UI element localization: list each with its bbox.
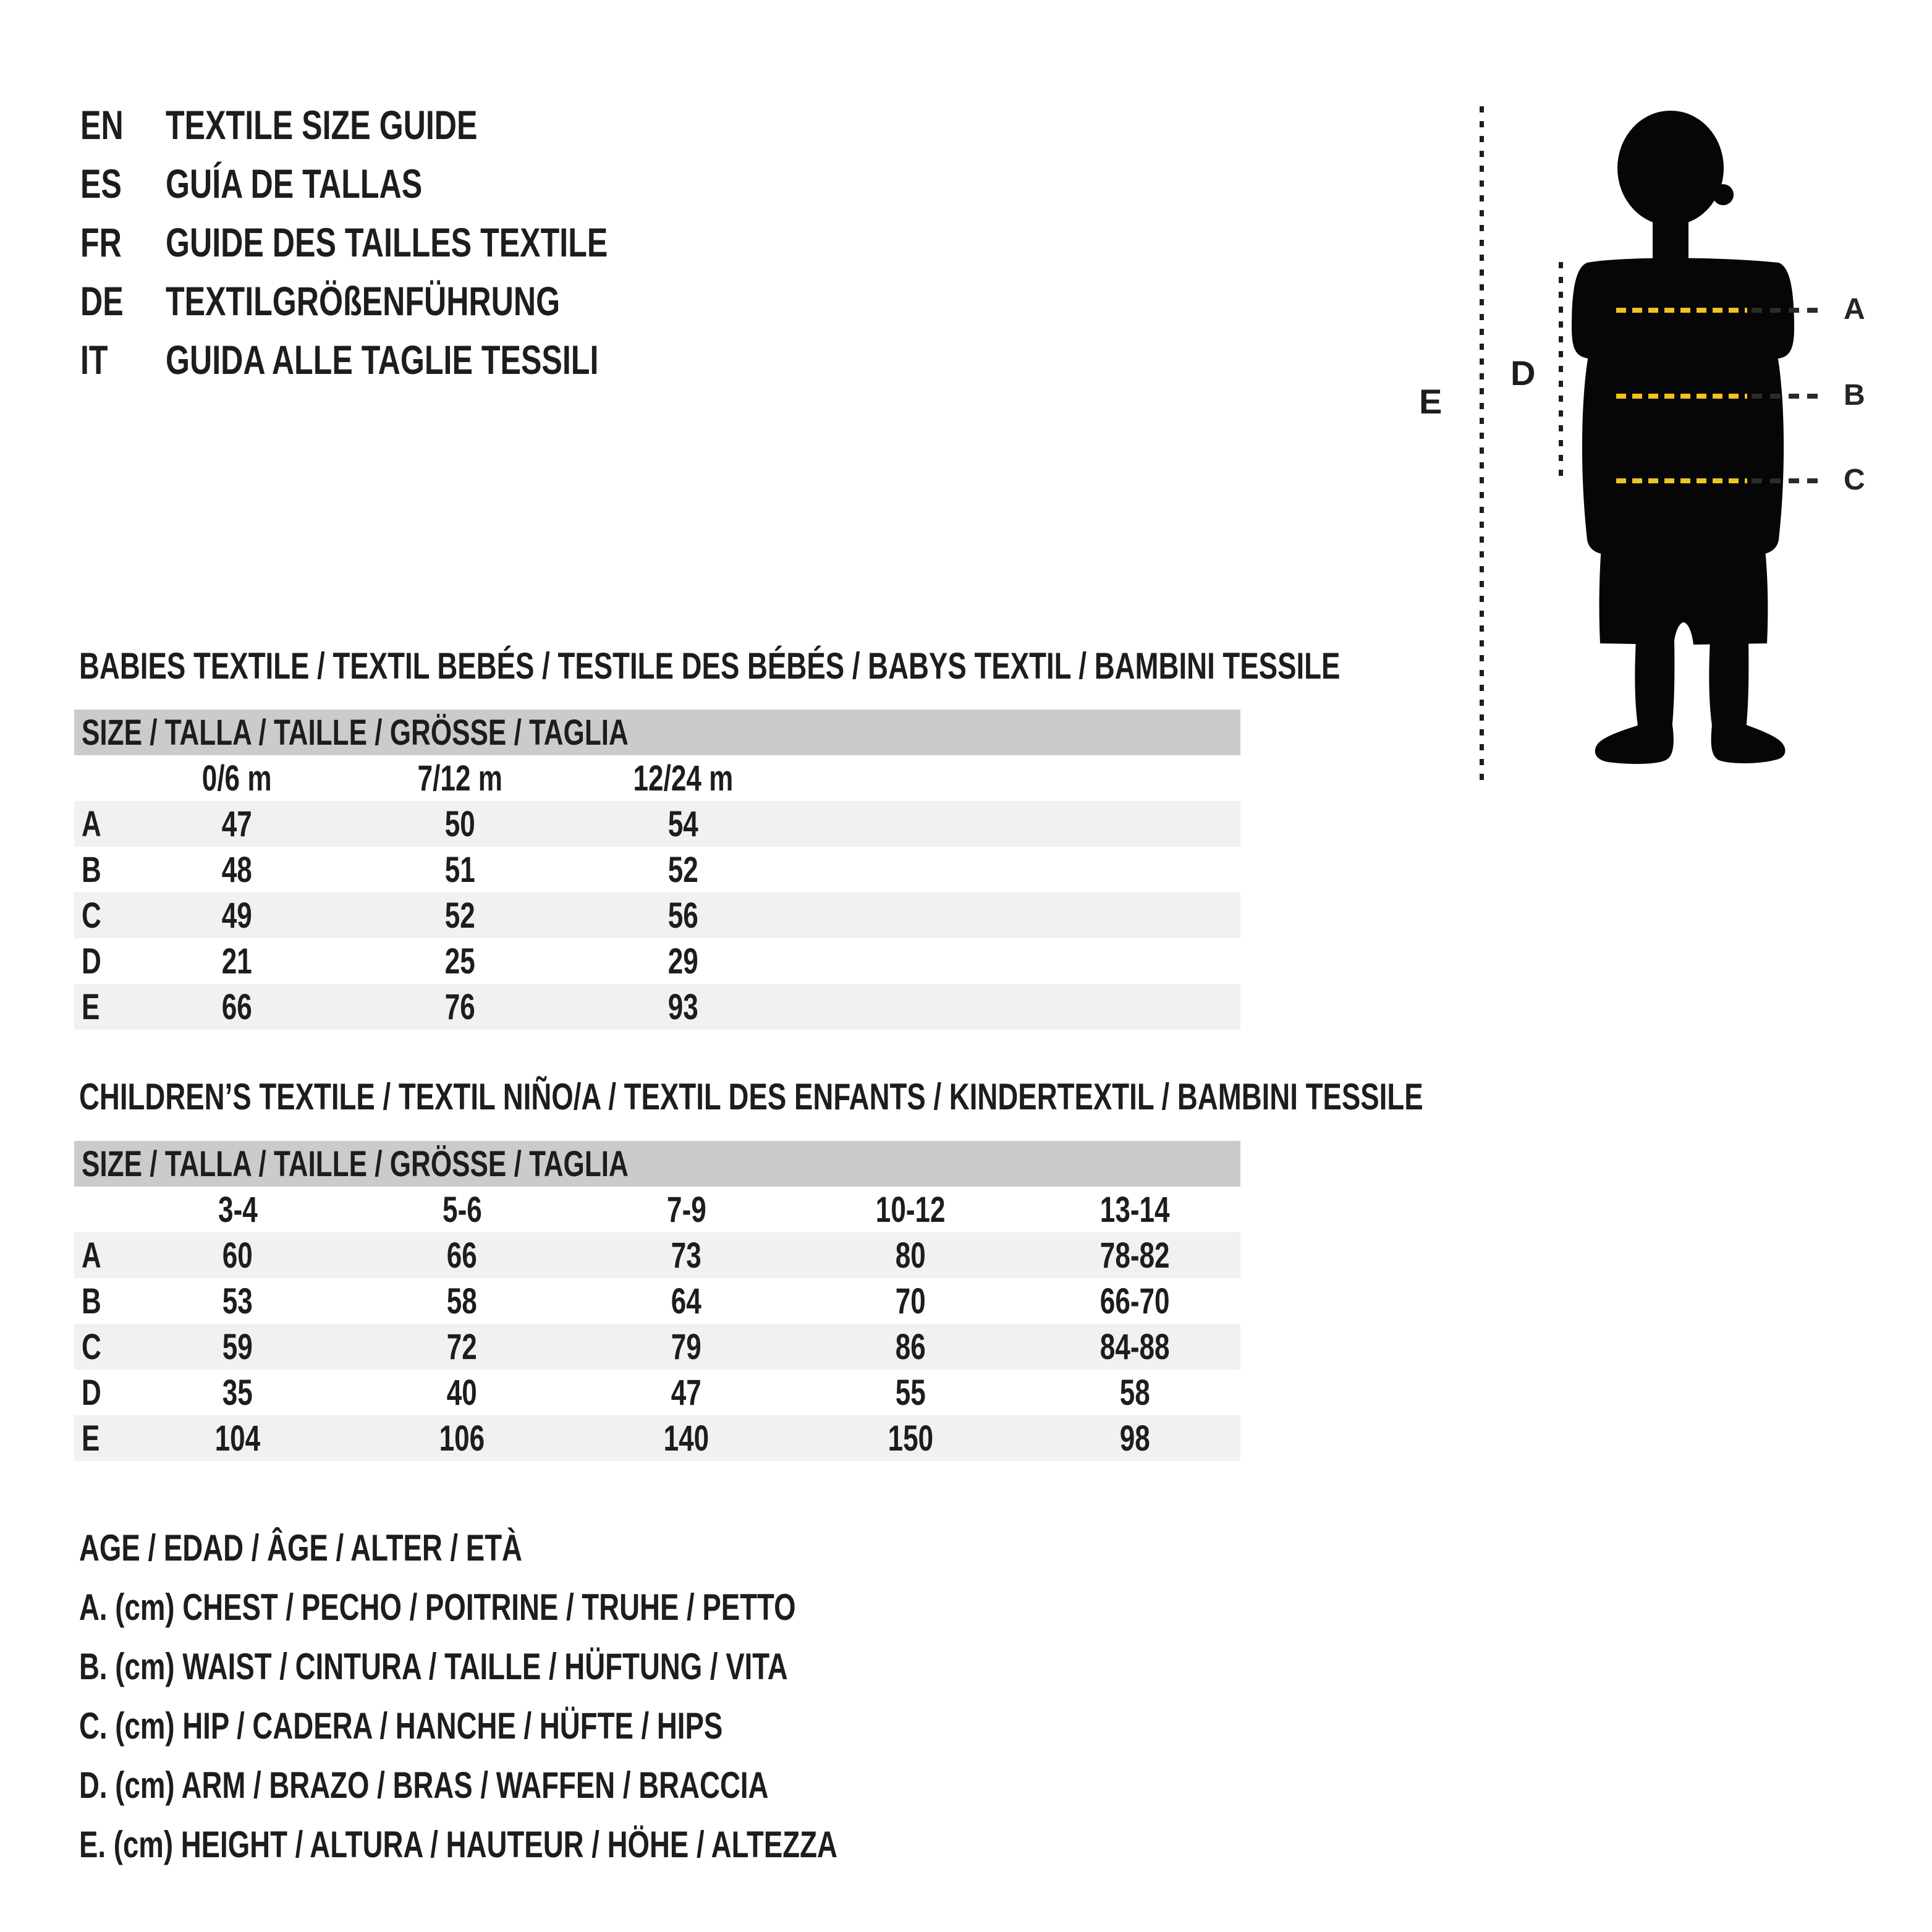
lang-row-de [80,271,747,330]
row-label: E [82,986,100,1027]
table-row [74,1370,1240,1415]
row-label: B [82,849,101,890]
column-header: 13-14 [1100,1189,1170,1230]
cell-value: 54 [667,803,699,844]
table-row [74,892,1240,938]
lang-title: GUIDA ALLE TAGLIE TESSILI [166,336,599,383]
table-row [74,847,1240,892]
column-header: 0/6 m [202,758,272,799]
cell-value: 21 [221,941,253,981]
cell-value: 84-88 [1100,1326,1170,1367]
lang-title: TEXTILE SIZE GUIDE [166,101,478,148]
column-header: 5-6 [442,1189,482,1230]
babies-heading-text: BABIES TEXTILE / TEXTIL BEBÉS / TESTILE DES BÉBÉS / BABYS TEXTIL / BAMBINI TESSILE [79,645,1341,687]
cell-value: 98 [1119,1418,1151,1459]
chest-dark-dashes [1752,308,1821,313]
cell-value: 47 [221,803,253,844]
row-label: D [82,1372,101,1413]
column-header: 10-12 [876,1189,946,1230]
cell-value: 66 [446,1235,478,1276]
lang-title: GUÍA DE TALLAS [166,160,423,206]
cell-value: 29 [667,941,699,981]
lang-row-fr [80,213,747,271]
chest-measure-line [1616,293,1876,326]
children-section-heading [79,1074,1847,1119]
babies-section-heading [79,643,1739,688]
children-size-table [74,1141,1240,1461]
cell-value: 47 [671,1372,702,1413]
babies-size-table [74,710,1240,1030]
lang-row-es [80,154,747,213]
hip-dark-dashes [1752,478,1821,483]
cell-value: 93 [667,986,699,1027]
measurement-legend [79,1518,1077,1874]
cell-value: 66 [221,986,253,1027]
measure-label-b: B [1844,379,1865,412]
legend-line-hip: C. (cm) HIP / CADERA / HANCHE / HÜFTE / HIPS [79,1705,723,1747]
waist-yellow-dashes [1616,394,1747,399]
cell-value: 59 [222,1326,253,1367]
babies-column-header-row [74,755,1240,801]
column-header: 7/12 m [417,758,503,799]
column-header: 7-9 [666,1189,706,1230]
cell-value: 56 [667,895,699,936]
legend-line-chest: A. (cm) CHEST / PECHO / POITRINE / TRUHE / PETTO [79,1586,796,1628]
measure-label-e: E [1419,382,1443,421]
cell-value: 52 [667,849,699,890]
column-header: 3-4 [218,1189,258,1230]
lang-code: FR [80,219,122,265]
table-row [74,1415,1240,1461]
cell-value: 51 [444,849,476,890]
cell-value: 140 [663,1418,710,1459]
legend-line-arm: D. (cm) ARM / BRAZO / BRAS / WAFFEN / BRACCIA [79,1764,769,1806]
measure-label-a: A [1844,293,1865,326]
waist-measure-line [1616,379,1876,412]
cell-value: 40 [446,1372,478,1413]
waist-dark-dashes [1752,394,1821,399]
lang-code: DE [80,278,124,324]
lang-title: TEXTILGRÖßENFÜHRUNG [166,278,561,324]
cell-value: 53 [222,1281,253,1321]
lang-code: ES [80,160,122,206]
cell-value: 72 [446,1326,478,1367]
measure-label-c: C [1844,464,1865,496]
cell-value: 60 [222,1235,253,1276]
legend-line-waist: B. (cm) WAIST / CINTURA / TAILLE / HÜFTUNG / VITA [79,1645,788,1687]
cell-value: 35 [222,1372,253,1413]
cell-value: 58 [1119,1372,1151,1413]
size-header-text: SIZE / TALLA / TAILLE / GRÖSSE / TAGLIA [82,712,629,753]
cell-value: 55 [895,1372,926,1413]
cell-value: 58 [446,1281,478,1321]
cell-value: 70 [895,1281,926,1321]
babies-size-header-bar [74,710,1240,755]
table-row [74,1232,1240,1278]
children-heading-text: CHILDREN’S TEXTILE / TEXTIL NIÑO/A / TEXTIL DES ENFANTS / KINDERTEXTIL / BAMBINI TESSILE [79,1075,1423,1117]
cell-value: 106 [439,1418,485,1459]
lang-row-it [80,330,747,389]
legend-line-height: E. (cm) HEIGHT / ALTURA / HAUTEUR / HÖHE / ALTEZZA [79,1823,837,1865]
lang-row-en [80,95,747,154]
cell-value: 80 [895,1235,926,1276]
cell-value: 78-82 [1100,1235,1170,1276]
row-label: A [82,803,101,844]
measure-label-d: D [1510,354,1536,392]
cell-value: 79 [671,1326,702,1367]
chest-yellow-dashes [1616,308,1747,313]
cell-value: 25 [444,941,476,981]
hip-yellow-dashes [1616,478,1747,483]
cell-value: 104 [214,1418,261,1459]
row-label: A [82,1235,101,1276]
lang-title: GUIDE DES TAILLES TEXTILE [166,219,608,265]
cell-value: 76 [444,986,476,1027]
row-label: C [82,895,101,936]
cell-value: 66-70 [1100,1281,1170,1321]
cell-value: 52 [444,895,476,936]
cell-value: 49 [221,895,253,936]
children-column-header-row [74,1187,1240,1232]
row-label: D [82,941,101,981]
cell-value: 64 [671,1281,702,1321]
table-row [74,801,1240,847]
row-label: C [82,1326,101,1367]
row-label: B [82,1281,101,1321]
cell-value: 73 [671,1235,702,1276]
cell-value: 50 [444,803,476,844]
size-header-text: SIZE / TALLA / TAILLE / GRÖSSE / TAGLIA [82,1143,629,1184]
table-row [74,984,1240,1030]
table-row [74,1278,1240,1324]
column-header: 12/24 m [633,758,734,799]
children-size-header-bar [74,1141,1240,1187]
legend-line-age: AGE / EDAD / ÂGE / ALTER / ETÀ [79,1527,522,1569]
lang-code: IT [80,336,108,383]
lang-code: EN [80,101,124,148]
language-title-list [80,95,747,389]
cell-value: 86 [895,1326,926,1367]
table-row [74,938,1240,984]
hip-measure-line [1616,464,1876,496]
cell-value: 150 [888,1418,934,1459]
cell-value: 48 [221,849,253,890]
table-row [74,1324,1240,1370]
row-label: E [82,1418,100,1459]
